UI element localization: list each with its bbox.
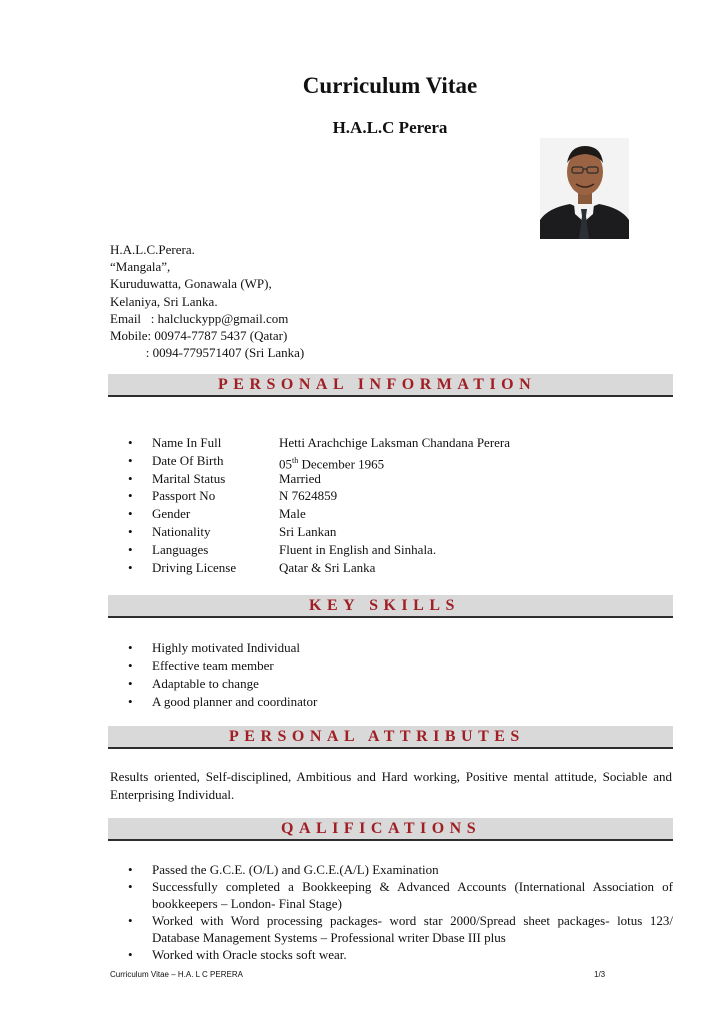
document-title: Curriculum Vitae [302,73,478,98]
info-value: Married [279,470,321,486]
address-line: Mobile: 00974-7787 5437 (Qatar) [110,328,288,344]
info-label: Gender [152,506,191,522]
personal-info-item [108,541,673,559]
personal-attributes-text: Results oriented, Self-disciplined, Ambitious and Hard working, Positive mental attitude, Sociable and Enterprising Individual. [110,769,672,802]
footer-page-number: 1/3 [594,970,606,979]
section-title: QALIFICATIONS [281,820,482,837]
info-label: Passport No [152,488,216,504]
personal-info-item [108,559,673,577]
info-label: Driving License [152,559,237,575]
footer-document-label: Curriculum Vitae – H.A. L C PERERA [110,970,243,979]
personal-info-item [108,452,673,470]
info-value: Sri Lankan [279,523,337,539]
personal-info-item [108,523,673,541]
skill-item: • Effective team member [108,657,673,675]
personal-info-item [108,487,673,505]
info-label: Nationality [152,523,211,539]
skill-item: • Adaptable to change [108,675,673,693]
info-label: Name In Full [152,435,222,450]
address-line: Kuruduwatta, Gonawala (WP), [110,276,272,292]
profile-photo [540,138,629,239]
qualification-item: • Successfully completed a Bookkeeping & Advanced Accounts (International Association of bookkeepers – London- Final Stage) [108,878,673,912]
skill-item: • A good planner and coordinator [108,693,673,711]
personal-info-item [108,434,673,452]
info-value-day: 05 [279,456,292,472]
address-line: Email : halcluckypp@gmail.com [110,310,289,326]
section-header-personal-attributes [108,726,673,749]
info-value: Fluent in English and Sinhala. [279,541,437,557]
qualifications-list [108,861,673,963]
personal-info-list [108,434,673,576]
info-value: Qatar & Sri Lanka [279,559,376,575]
skills-list [108,639,673,711]
skill-item: • Highly motivated Individual [108,639,673,657]
address-line: Kelaniya, Sri Lanka. [110,293,218,309]
info-value-ordinal: th [292,455,299,465]
qualification-item: • Worked with Word processing packages- word star 2000/Spread sheet packages- lotus 123/ Database Management Systems – Professional writer Dbase III plus [108,912,673,946]
info-label: Marital Status [152,470,226,486]
contact-address [110,241,304,361]
info-label: Languages [152,541,209,557]
section-title: KEY SKILLS [309,597,460,614]
info-value-month-year: December 1965 [298,456,385,472]
section-title: PERSONAL ATTRIBUTES [229,728,525,745]
personal-info-item [108,470,673,488]
info-value: Hetti Arachchige Laksman Chandana Perera [279,435,511,450]
candidate-name: H.A.L.C Perera [332,118,448,137]
qualification-item: • Worked with Oracle stocks soft wear. [108,946,673,963]
info-value: Male [279,506,306,522]
section-header-qualifications [108,818,673,841]
section-header-personal-information [108,374,673,397]
section-title: PERSONAL INFORMATION [218,376,537,393]
address-line: H.A.L.C.Perera. [110,242,195,257]
address-line: “Mangala”, [110,259,171,275]
section-header-key-skills [108,595,673,618]
address-line: : 0094-779571407 (Sri Lanka) [110,345,305,361]
info-value: N 7624859 [279,488,338,504]
qualification-item: • Passed the G.C.E. (O/L) and G.C.E.(A/L) Examination [108,861,673,878]
info-label: Date Of Birth [152,452,224,468]
personal-info-item [108,505,673,523]
